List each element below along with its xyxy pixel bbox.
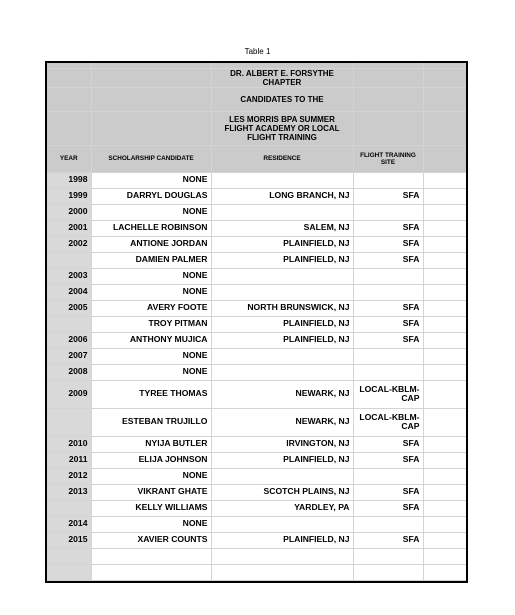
empty-cell	[353, 548, 423, 564]
empty-cell	[423, 436, 467, 452]
table-row	[46, 452, 467, 468]
empty-cell	[46, 564, 91, 580]
empty-cell	[423, 564, 467, 580]
candidate-cell: LACHELLE ROBINSON	[91, 220, 211, 236]
column-header-row	[46, 145, 467, 172]
empty-cell	[423, 252, 467, 268]
site-cell: SFA	[353, 484, 423, 500]
empty-cell	[423, 268, 467, 284]
empty-cell	[211, 580, 353, 582]
site-cell: SFA	[353, 220, 423, 236]
year-cell	[46, 408, 91, 436]
empty-cell	[423, 484, 467, 500]
residence-cell: IRVINGTON, NJ	[211, 436, 353, 452]
candidate-cell: TYREE THOMAS	[91, 380, 211, 408]
table-row	[46, 316, 467, 332]
year-cell: 2001	[46, 220, 91, 236]
candidate-cell: ESTEBAN TRUJILLO	[91, 408, 211, 436]
empty-cell	[423, 516, 467, 532]
residence-cell: YARDLEY, PA	[211, 500, 353, 516]
candidate-cell: VIKRANT GHATE	[91, 484, 211, 500]
candidate-cell: NONE	[91, 204, 211, 220]
table-row	[46, 300, 467, 316]
header-title-row-3	[46, 111, 467, 145]
header-title-line2: CANDIDATES TO THE	[211, 87, 353, 111]
site-cell: SFA	[353, 188, 423, 204]
candidate-cell: DARRYL DOUGLAS	[91, 188, 211, 204]
residence-cell: PLAINFIELD, NJ	[211, 532, 353, 548]
empty-cell	[423, 500, 467, 516]
site-cell	[353, 364, 423, 380]
site-cell: SFA	[353, 452, 423, 468]
year-cell: 2002	[46, 236, 91, 252]
residence-cell	[211, 516, 353, 532]
table-row	[46, 380, 467, 408]
empty-row	[46, 564, 467, 580]
year-cell	[46, 316, 91, 332]
residence-cell: PLAINFIELD, NJ	[211, 236, 353, 252]
empty-cell	[423, 188, 467, 204]
empty-cell	[423, 172, 467, 188]
empty-cell	[423, 220, 467, 236]
residence-cell	[211, 364, 353, 380]
site-cell	[353, 348, 423, 364]
table-row	[46, 204, 467, 220]
site-cell	[353, 468, 423, 484]
empty-cell	[423, 364, 467, 380]
year-cell: 2008	[46, 364, 91, 380]
empty-cell	[91, 548, 211, 564]
site-cell	[353, 516, 423, 532]
header-title-line1: DR. ALBERT E. FORSYTHE CHAPTER	[211, 68, 353, 87]
candidate-cell: DAMIEN PALMER	[91, 252, 211, 268]
table-row	[46, 468, 467, 484]
table-row	[46, 408, 467, 436]
residence-cell	[211, 348, 353, 364]
table-row	[46, 364, 467, 380]
table-row	[46, 332, 467, 348]
site-cell	[353, 268, 423, 284]
empty-cell	[423, 348, 467, 364]
year-cell: 2012	[46, 468, 91, 484]
residence-cell: PLAINFIELD, NJ	[211, 452, 353, 468]
year-cell: 2014	[46, 516, 91, 532]
year-cell: 2010	[46, 436, 91, 452]
site-cell	[353, 204, 423, 220]
table-row	[46, 532, 467, 548]
candidate-cell: ELIJA JOHNSON	[91, 452, 211, 468]
year-cell: 1999	[46, 188, 91, 204]
year-cell: 2000	[46, 204, 91, 220]
residence-cell	[211, 468, 353, 484]
table-row	[46, 484, 467, 500]
candidate-cell: NONE	[91, 516, 211, 532]
empty-cell	[423, 284, 467, 300]
candidate-cell: AVERY FOOTE	[91, 300, 211, 316]
residence-cell	[211, 204, 353, 220]
candidates-table	[45, 61, 468, 583]
table-row	[46, 188, 467, 204]
year-cell: 2013	[46, 484, 91, 500]
column-header-year: YEAR	[46, 145, 91, 172]
column-header-residence: RESIDENCE	[211, 145, 353, 172]
candidate-cell: NONE	[91, 284, 211, 300]
candidate-cell: TROY PITMAN	[91, 316, 211, 332]
candidate-cell: NONE	[91, 348, 211, 364]
residence-cell: NEWARK, NJ	[211, 408, 353, 436]
site-cell	[353, 284, 423, 300]
site-cell: SFA	[353, 332, 423, 348]
candidate-cell: NYIJA BUTLER	[91, 436, 211, 452]
year-cell: 2006	[46, 332, 91, 348]
site-cell: LOCAL-KBLM-CAP	[353, 408, 423, 436]
year-cell: 2009	[46, 380, 91, 408]
year-cell: 1998	[46, 172, 91, 188]
column-header-candidate: SCHOLARSHIP CANDIDATE	[91, 145, 211, 172]
empty-cell	[423, 580, 467, 582]
residence-cell: PLAINFIELD, NJ	[211, 316, 353, 332]
empty-cell	[211, 564, 353, 580]
candidate-cell: NONE	[91, 468, 211, 484]
residence-cell: PLAINFIELD, NJ	[211, 332, 353, 348]
year-cell: 2004	[46, 284, 91, 300]
header-title-row-1	[46, 68, 467, 87]
empty-cell	[91, 580, 211, 582]
residence-cell: LONG BRANCH, NJ	[211, 188, 353, 204]
residence-cell: PLAINFIELD, NJ	[211, 252, 353, 268]
residence-cell	[211, 268, 353, 284]
site-cell: SFA	[353, 252, 423, 268]
candidate-cell: NONE	[91, 364, 211, 380]
residence-cell: SCOTCH PLAINS, NJ	[211, 484, 353, 500]
candidate-cell: XAVIER COUNTS	[91, 532, 211, 548]
candidate-cell: ANTIONE JORDAN	[91, 236, 211, 252]
column-header-site: FLIGHT TRAINING SITE	[353, 145, 423, 172]
header-title-row-2	[46, 87, 467, 111]
site-cell: SFA	[353, 500, 423, 516]
empty-cell	[91, 564, 211, 580]
candidate-cell: NONE	[91, 172, 211, 188]
residence-cell: SALEM, NJ	[211, 220, 353, 236]
year-cell: 2007	[46, 348, 91, 364]
site-cell: LOCAL-KBLM-CAP	[353, 380, 423, 408]
residence-cell	[211, 172, 353, 188]
empty-cell	[423, 380, 467, 408]
site-cell: SFA	[353, 532, 423, 548]
table-row	[46, 516, 467, 532]
table-row	[46, 268, 467, 284]
candidate-cell: NONE	[91, 268, 211, 284]
empty-cell	[423, 548, 467, 564]
residence-cell	[211, 284, 353, 300]
site-cell: SFA	[353, 316, 423, 332]
empty-cell	[423, 204, 467, 220]
year-cell: 2005	[46, 300, 91, 316]
year-cell: 2003	[46, 268, 91, 284]
empty-cell	[423, 300, 467, 316]
year-cell: 2011	[46, 452, 91, 468]
empty-cell	[423, 408, 467, 436]
table-row	[46, 252, 467, 268]
empty-cell	[423, 468, 467, 484]
year-cell	[46, 500, 91, 516]
empty-row	[46, 580, 467, 582]
residence-cell: NORTH BRUNSWICK, NJ	[211, 300, 353, 316]
candidate-cell: KELLY WILLIAMS	[91, 500, 211, 516]
residence-cell: NEWARK, NJ	[211, 380, 353, 408]
table-row	[46, 172, 467, 188]
table-row	[46, 284, 467, 300]
table-row	[46, 500, 467, 516]
empty-cell	[211, 548, 353, 564]
year-cell: 2015	[46, 532, 91, 548]
empty-cell	[46, 548, 91, 564]
candidate-cell: ANTHONY MUJICA	[91, 332, 211, 348]
site-cell: SFA	[353, 300, 423, 316]
site-cell	[353, 172, 423, 188]
empty-cell	[423, 452, 467, 468]
table-caption: Table 1	[244, 47, 271, 56]
table-row	[46, 236, 467, 252]
table-row	[46, 348, 467, 364]
empty-cell	[353, 580, 423, 582]
empty-cell	[46, 580, 91, 582]
empty-cell	[423, 532, 467, 548]
year-cell	[46, 252, 91, 268]
empty-cell	[423, 332, 467, 348]
table-row	[46, 220, 467, 236]
empty-cell	[353, 564, 423, 580]
site-cell: SFA	[353, 436, 423, 452]
header-title-line3: LES MORRIS BPA SUMMER FLIGHT ACADEMY OR LOCAL FLIGHT TRAINING	[211, 111, 353, 145]
empty-cell	[423, 236, 467, 252]
site-cell: SFA	[353, 236, 423, 252]
empty-row	[46, 548, 467, 564]
empty-cell	[423, 316, 467, 332]
table-row	[46, 436, 467, 452]
